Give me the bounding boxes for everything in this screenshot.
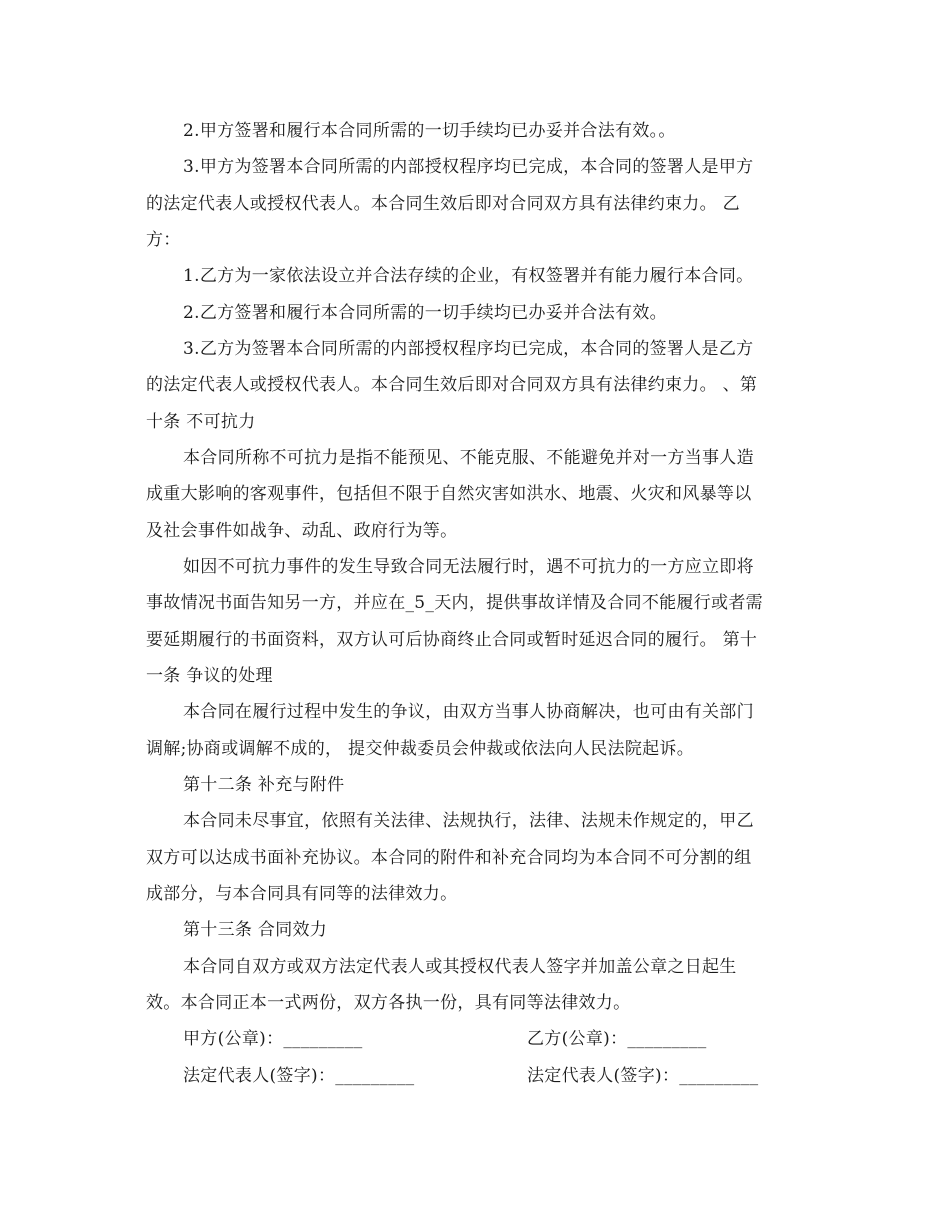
clause-line: 成重大影响的客观事件，包括但不限于自然灾害如洪水、地震、火灾和风暴等以 [146,484,752,504]
clause-line: 的法定代表人或授权代表人。本合同生效后即对合同双方具有法律约束力。 、第 [146,375,758,395]
clause-line: 的法定代表人或授权代表人。本合同生效后即对合同双方具有法律约束力。 乙 [146,194,740,214]
clause-line: 3.甲方为签署本合同所需的内部授权程序均已完成，本合同的签署人是甲方 [183,157,754,177]
clause-line: 及社会事件如战争、动乱、政府行为等。 [146,521,458,541]
clause-line: 本合同在履行过程中发生的争议，由双方当事人协商解决，也可由有关部门 [183,702,754,722]
party-b-representative-field: 法定代表人(签字)：_________ [527,1066,759,1086]
party-b-seal-field: 乙方(公章)：_________ [527,1029,707,1049]
section-heading: 一条 争议的处理 [146,666,273,686]
clause-line: 双方可以达成书面补充协议。本合同的附件和补充合同均为本合同不可分割的组 [146,848,752,868]
section-heading: 十条 不可抗力 [146,412,256,432]
party-a-representative-field: 法定代表人(签字)：_________ [183,1066,415,1086]
clause-line: 1.乙方为一家依法设立并合法存续的企业，有权签署并有能力履行本合同。 [183,266,754,286]
clause-line: 本合同自双方或双方法定代表人或其授权代表人签字并加盖公章之日起生 [183,957,737,977]
clause-line: 如因不可抗力事件的发生导致合同无法履行时，遇不可抗力的一方应立即将 [183,557,754,577]
section-heading: 第十二条 补充与附件 [183,775,345,795]
clause-line: 3.乙方为签署本合同所需的内部授权程序均已完成，本合同的签署人是乙方 [183,339,754,359]
clause-line: 调解;协商或调解不成的， 提交仲裁委员会仲裁或依法向人民法院起诉。 [146,739,695,759]
section-heading: 第十三条 合同效力 [183,920,328,940]
party-a-seal-field: 甲方(公章)：_________ [183,1029,363,1049]
clause-line: 方： [146,230,181,250]
clause-line: 2.甲方签署和履行本合同所需的一切手续均已办妥并合法有效。。 [183,121,676,141]
clause-line: 本合同未尽事宜，依照有关法律、法规执行，法律、法规未作规定的，甲乙 [183,811,754,831]
clause-line: 要延期履行的书面资料，双方认可后协商终止合同或暂时延迟合同的履行。 第十 [146,630,758,650]
clause-line: 成部分，与本合同具有同等的法律效力。 [146,884,458,904]
clause-line: 效。本合同正本一式两份，双方各执一份，具有同等法律效力。 [146,993,631,1013]
clause-line: 本合同所称不可抗力是指不能预见、不能克服、不能避免并对一方当事人造 [183,448,754,468]
clause-line: 事故情况书面告知另一方，并应在_5_天内，提供事故详情及合同不能履行或者需 [146,593,763,613]
clause-line: 2.乙方签署和履行本合同所需的一切手续均已办妥并合法有效。 [183,303,667,323]
